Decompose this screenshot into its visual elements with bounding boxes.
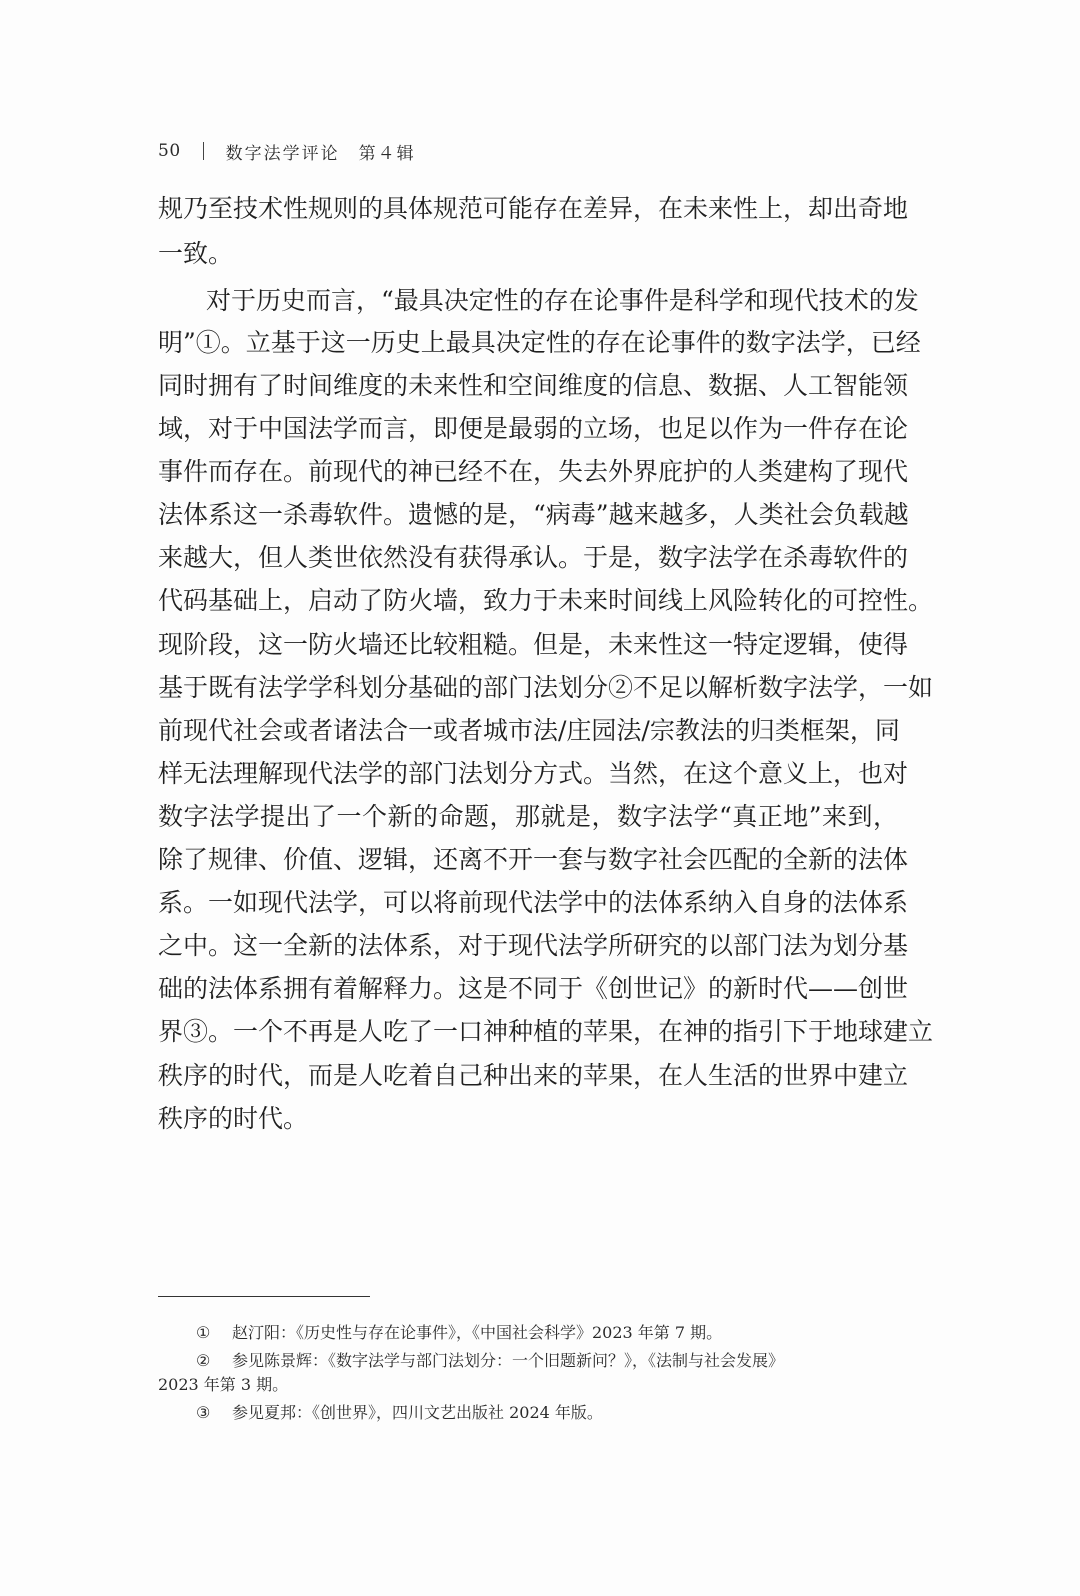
- page-number: 50: [158, 141, 181, 161]
- body-line: 除了规律、价值、逻辑，还离不开一套与数字社会匹配的全新的法体: [158, 845, 909, 874]
- footnote-text: 参见陈景辉：《数字法学与部门法划分：一个旧题新问？》，《法制与社会发展》: [232, 1351, 785, 1370]
- footnote-marker: ③: [196, 1403, 211, 1422]
- body-line: 代码基础上，启动了防火墙，致力于未来时间线上风险转化的可控性。: [158, 586, 934, 615]
- body-line: 数字法学提出了一个新的命题，那就是，数字法学“真正地”来到，: [158, 802, 898, 831]
- body-line: 基于既有法学学科划分基础的部门法划分②不足以解析数字法学，一如: [158, 673, 934, 702]
- body-line: 域，对于中国法学而言，即便是最弱的立场，也足以作为一件存在论: [158, 414, 909, 443]
- journal-title: 数字法学评论 第４辑: [225, 143, 416, 164]
- body-line: 明”①。立基于这一历史上最具决定性的存在论事件的数字法学，已经: [158, 328, 921, 357]
- body-line: 对于历史而言，“最具决定性的存在论事件是科学和现代技术的发: [206, 286, 919, 315]
- body-line: 规乃至技术性规则的具体规范可能存在差异，在未来性上，却出奇地: [158, 194, 909, 223]
- body-line: 前现代社会或者诸法合一或者城市法/庄园法/宗教法的归类框架，同: [158, 716, 900, 745]
- body-line: 事件而存在。前现代的神已经不在，失去外界庇护的人类建构了现代: [158, 457, 909, 486]
- body-line: 之中。这一全新的法体系，对于现代法学所研究的以部门法为划分基: [158, 931, 909, 960]
- footnote-text: 赵汀阳：《历史性与存在论事件》，《中国社会科学》2023 年第 7 期。: [232, 1323, 723, 1342]
- header-separator: [203, 142, 204, 160]
- body-line: 样无法理解现代法学的部门法划分方式。当然，在这个意义上，也对: [158, 759, 909, 788]
- footnote-text: 参见夏邦：《创世界》，四川文艺出版社 2024 年版。: [232, 1403, 603, 1422]
- body-line: 础的法体系拥有着解释力。这是不同于《创世记》的新时代——创世: [158, 974, 909, 1003]
- body-line: 现阶段，这一防火墙还比较粗糙。但是，未来性这一特定逻辑，使得: [158, 630, 909, 659]
- footnote-marker: ②: [196, 1351, 211, 1370]
- footnote-marker: ①: [196, 1323, 211, 1342]
- body-line: 一致。: [158, 239, 234, 268]
- body-line: 来越大，但人类世依然没有获得承认。于是，数字法学在杀毒软件的: [158, 543, 909, 572]
- footnote-text: 2023 年第 3 期。: [158, 1375, 289, 1394]
- body-line: 界③。一个不再是人吃了一口神种植的苹果，在神的指引下于地球建立: [158, 1017, 934, 1046]
- body-line: 秩序的时代。: [158, 1104, 309, 1133]
- body-line: 法体系这一杀毒软件。遗憾的是，“病毒”越来越多，人类社会负载越: [158, 500, 909, 529]
- body-line: 系。一如现代法学，可以将前现代法学中的法体系纳入自身的法体系: [158, 888, 909, 917]
- running-header: [158, 136, 416, 166]
- body-line: 同时拥有了时间维度的未来性和空间维度的信息、数据、人工智能领: [158, 371, 909, 400]
- body-line: 秩序的时代，而是人吃着自己种出来的苹果，在人生活的世界中建立: [158, 1061, 909, 1090]
- footnote-divider: [158, 1296, 370, 1297]
